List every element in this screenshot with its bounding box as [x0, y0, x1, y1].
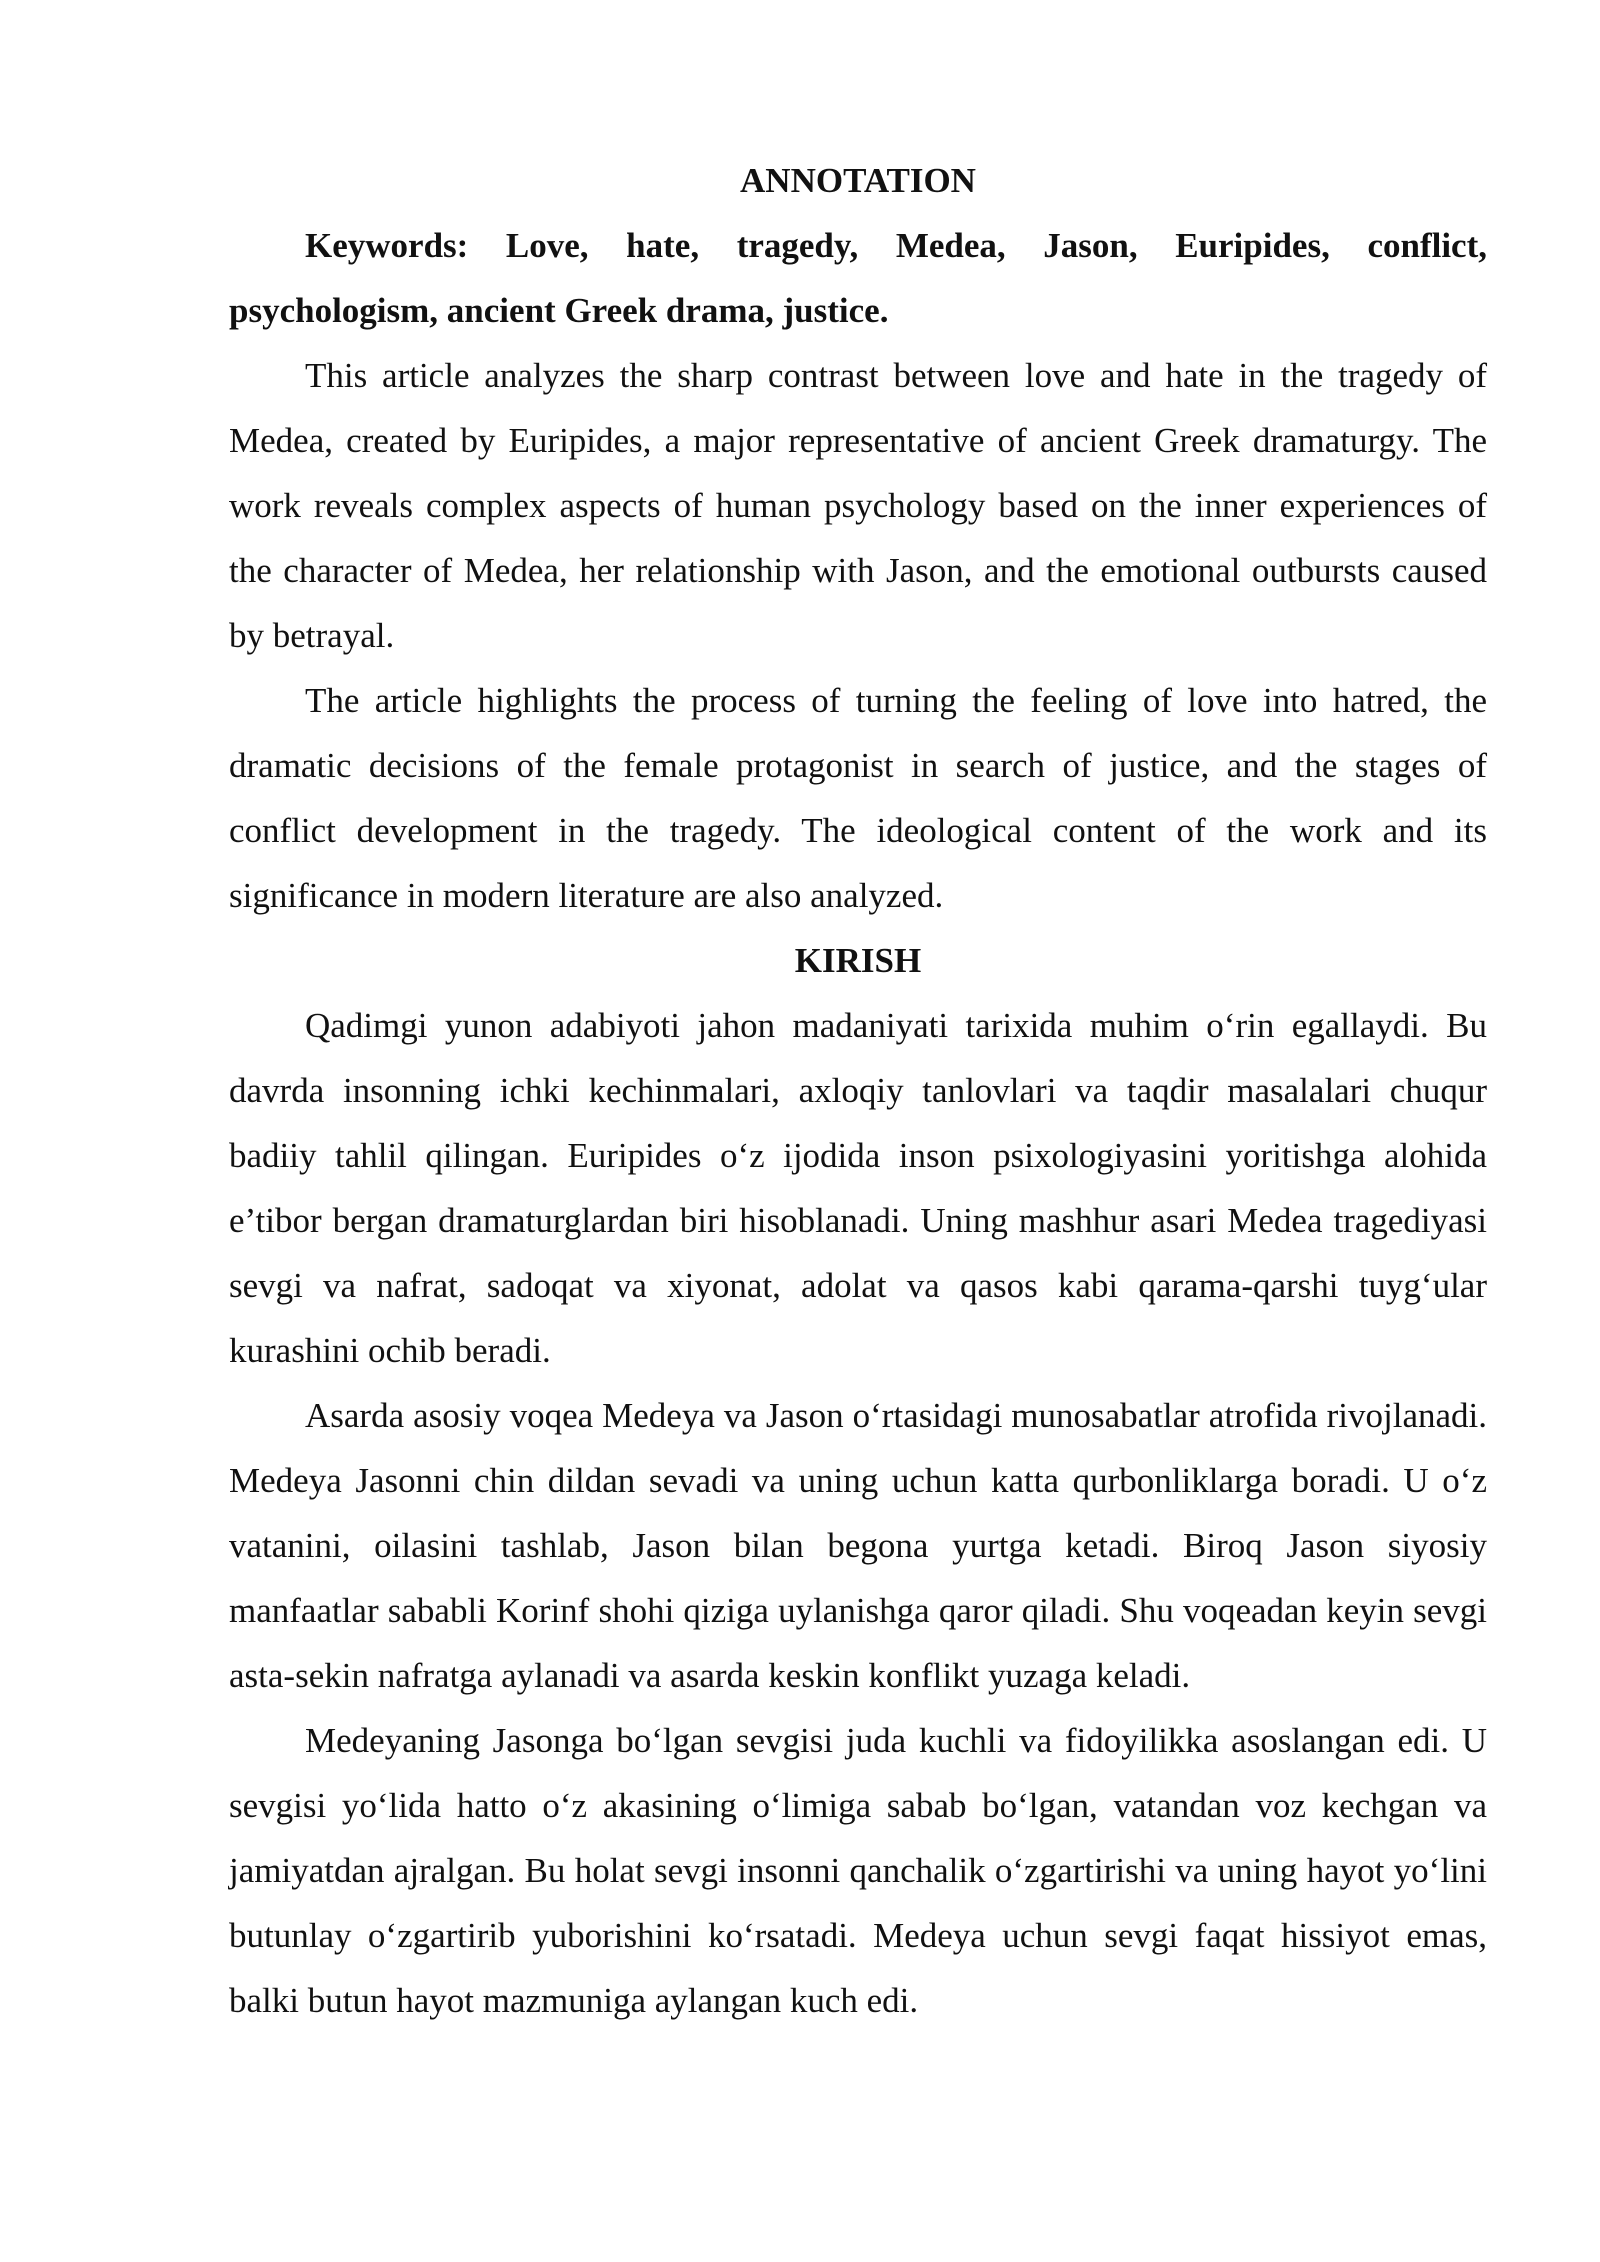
keywords-paragraph: Keywords: Love, hate, tragedy, Medea, Jason, Euripides, conflict, psychologism, ancient Greek drama, justice.: [229, 226, 1487, 330]
kirish-paragraph-3: Medeyaning Jasonga bo‘lgan sevgisi juda kuchli va fidoyilikka asoslangan edi. U sevgisi yo‘lida hatto o‘z akasining o‘limiga sabab bo‘lgan, vatandan voz kechgan va jamiyatdan ajralgan. Bu holat sevgi insonni qanchalik o‘zgartirishi va uning hayot yo‘lini butunlay o‘zgartirib yuborishini ko‘rsatadi. Medeya uchun sevgi faqat hissiyot emas, balki butun hayot mazmuniga aylangan kuch edi.: [229, 1721, 1487, 2020]
page-content: [229, 148, 1487, 2033]
kirish-paragraph-1: Qadimgi yunon adabiyoti jahon madaniyati tarixida muhim o‘rin egallaydi. Bu davrda insonning ichki kechinmalari, axloqiy tanlovlari va taqdir masalalari chuqur badiiy tahlil qilingan. Euripides o‘z ijodida inson psixologiyasini yoritishga alohida e’tibor bergan dramaturglardan biri hisoblanadi. Uning mashhur asari Medea tragediyasi sevgi va nafrat, sadoqat va xiyonat, adolat va qasos kabi qarama-qarshi tuyg‘ular kurashini ochib beradi.: [229, 1006, 1487, 1370]
annotation-heading: ANNOTATION: [740, 161, 976, 200]
kirish-heading: KIRISH: [794, 941, 922, 980]
kirish-paragraph-2: Asarda asosiy voqea Medeya va Jason o‘rtasidagi munosabatlar atrofida rivojlanadi. Medeya Jasonni chin dildan sevadi va uning uchun katta qurbonliklarga boradi. U o‘z vatanini, oilasini tashlab, Jason bilan begona yurtga ketadi. Biroq Jason siyosiy manfaatlar sababli Korinf shohi qiziga uylanishga qaror qiladi. Shu voqeadan keyin sevgi asta-sekin nafratga aylanadi va asarda keskin konflikt yuzaga keladi.: [229, 1396, 1487, 1695]
annotation-paragraph-2: The article highlights the process of turning the feeling of love into hatred, the dramatic decisions of the female protagonist in search of justice, and the stages of conflict development in the tragedy. The ideological content of the work and its significance in modern literature are also analyzed.: [229, 681, 1487, 915]
annotation-paragraph-1: This article analyzes the sharp contrast between love and hate in the tragedy of Medea, created by Euripides, a major representative of ancient Greek dramaturgy. The work reveals complex aspects of human psychology based on the inner experiences of the character of Medea, her relationship with Jason, and the emotional outbursts caused by betrayal.: [229, 356, 1487, 655]
